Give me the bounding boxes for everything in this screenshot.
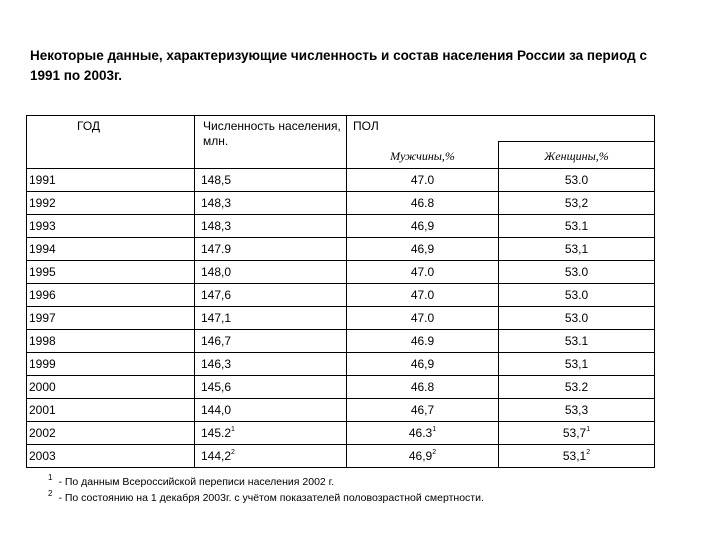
women-percent-cell: 53,1 [499,238,655,261]
table-row [27,284,655,307]
year-cell: 1995 [27,261,195,284]
table-row [27,376,655,399]
population-cell: 146,3 [195,353,347,376]
men-percent-cell: 46.3$^1$ [347,422,499,445]
table-row [27,330,655,353]
women-percent-cell: 53,1$^2$ [499,445,655,468]
women-percent-cell: 53.1 [499,215,655,238]
population-cell: 148,5 [195,169,347,192]
table-row [27,192,655,215]
women-percent-cell: 53.0 [499,284,655,307]
header-women: Женщины,% [499,142,655,169]
men-percent-cell: 46.9 [347,330,499,353]
population-cell: 148,0 [195,261,347,284]
year-cell: 2002 [27,422,195,445]
women-percent-cell: 53.2 [499,376,655,399]
population-cell: 145.2$^1$ [195,422,347,445]
year-cell: 1993 [27,215,195,238]
population-cell: 144,0 [195,399,347,422]
men-percent-cell: 46,7 [347,399,499,422]
population-cell: 148,3 [195,192,347,215]
footnote-2: $^2$ - По состоянию на 1 декабря 2003г. с учётом показателей половозрастной смертности. [48,488,484,504]
men-percent-cell: 46,9 [347,238,499,261]
women-percent-cell: 53,3 [499,399,655,422]
table-row [27,353,655,376]
header-sex: ПОЛ [347,116,655,142]
year-cell: 1992 [27,192,195,215]
population-cell: 147,1 [195,307,347,330]
men-percent-cell: 46,9$^2$ [347,445,499,468]
footnote-1: $^1$ - По данным Всероссийской переписи населения 2002 г. [48,472,335,488]
men-percent-cell: 46,9 [347,215,499,238]
women-percent-cell: 53,2 [499,192,655,215]
men-percent-cell: 47.0 [347,169,499,192]
table-row [27,215,655,238]
year-cell: 2000 [27,376,195,399]
population-table [26,115,655,468]
population-cell: 148,3 [195,215,347,238]
women-percent-cell: 53,1 [499,353,655,376]
population-cell: 144,2$^2$ [195,445,347,468]
population-cell: 146,7 [195,330,347,353]
table-row [27,422,655,445]
table-row [27,307,655,330]
men-percent-cell: 47.0 [347,284,499,307]
table-row [27,238,655,261]
year-cell: 1996 [27,284,195,307]
population-cell: 145,6 [195,376,347,399]
year-cell: 1998 [27,330,195,353]
table-row [27,261,655,284]
year-cell: 1991 [27,169,195,192]
table-row [27,169,655,192]
women-percent-cell: 53.0 [499,307,655,330]
men-percent-cell: 46,9 [347,353,499,376]
population-cell: 147.9 [195,238,347,261]
year-cell: 2003 [27,445,195,468]
year-cell: 1999 [27,353,195,376]
table-row [27,445,655,468]
men-percent-cell: 46.8 [347,376,499,399]
year-cell: 1994 [27,238,195,261]
page-title: Некоторые данные, характеризующие численность и состав населения России за период с 1991 по 2003г. [30,48,647,83]
header-population: Численность населения, млн. [195,116,347,169]
women-percent-cell: 53.1 [499,330,655,353]
men-percent-cell: 47.0 [347,261,499,284]
women-percent-cell: 53.0 [499,261,655,284]
population-cell: 147,6 [195,284,347,307]
header-year: ГОД [27,116,195,169]
men-percent-cell: 47.0 [347,307,499,330]
table-row [27,399,655,422]
header-men: Мужчины,% [347,142,499,169]
women-percent-cell: 53.0 [499,169,655,192]
year-cell: 2001 [27,399,195,422]
men-percent-cell: 46.8 [347,192,499,215]
year-cell: 1997 [27,307,195,330]
women-percent-cell: 53,7$^1$ [499,422,655,445]
